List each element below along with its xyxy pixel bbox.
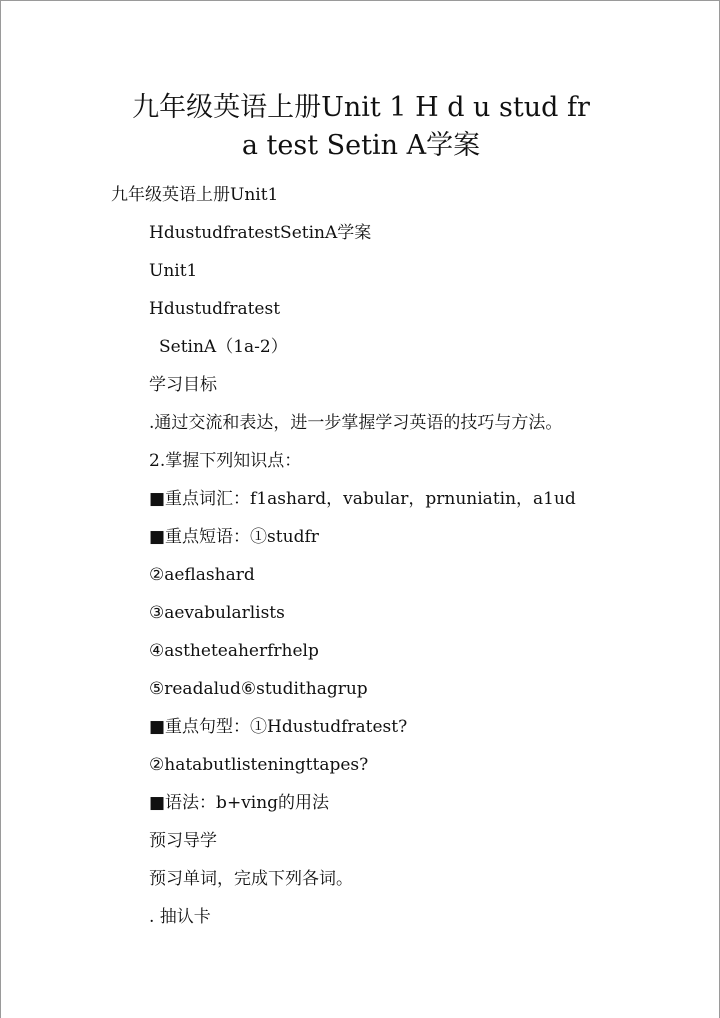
body-line-4: Hdustudfratest bbox=[149, 299, 281, 319]
body-line-14: ⑤readalud⑥studithagrup bbox=[149, 679, 368, 699]
body-line-17: ■语法：b+ving的用法 bbox=[149, 793, 330, 813]
title-line-1: 九年级英语上册Unit 1 H d u stud fr bbox=[132, 92, 590, 123]
body-line-16: ②hatabutlisteningttapes? bbox=[149, 755, 369, 775]
body-line-19: 预习单词，完成下列各词。 bbox=[149, 869, 353, 889]
body-line-18: 预习导学 bbox=[149, 831, 217, 851]
body-line-2: HdustudfratestSetinA学案 bbox=[149, 223, 372, 243]
body-line-10: ■重点短语：①studfr bbox=[149, 527, 319, 547]
body-line-15: ■重点句型：①Hdustudfratest? bbox=[149, 717, 408, 737]
body-line-6: 学习目标 bbox=[149, 375, 217, 395]
body-line-13: ④astheteaherfrhelp bbox=[149, 641, 319, 661]
body-line-20: . 抽认卡 bbox=[149, 907, 211, 927]
body-line-7: .通过交流和表达，进一步掌握学习英语的技巧与方法。 bbox=[149, 413, 563, 433]
document-title bbox=[61, 89, 661, 165]
body-line-12: ③aevabularlists bbox=[149, 603, 285, 623]
body-line-11: ②aeflashard bbox=[149, 565, 255, 585]
body-line-1: 九年级英语上册Unit1 bbox=[111, 185, 279, 205]
body-line-8: 2.掌握下列知识点： bbox=[149, 451, 302, 471]
body-line-5: SetinA（1a-2） bbox=[159, 337, 288, 357]
body-line-9: ■重点词汇：f1ashard，vabular，prnuniatin，a1ud bbox=[149, 489, 576, 509]
body-line-3: Unit1 bbox=[149, 261, 198, 281]
title-line-2: a test Setin A学案 bbox=[241, 130, 481, 161]
